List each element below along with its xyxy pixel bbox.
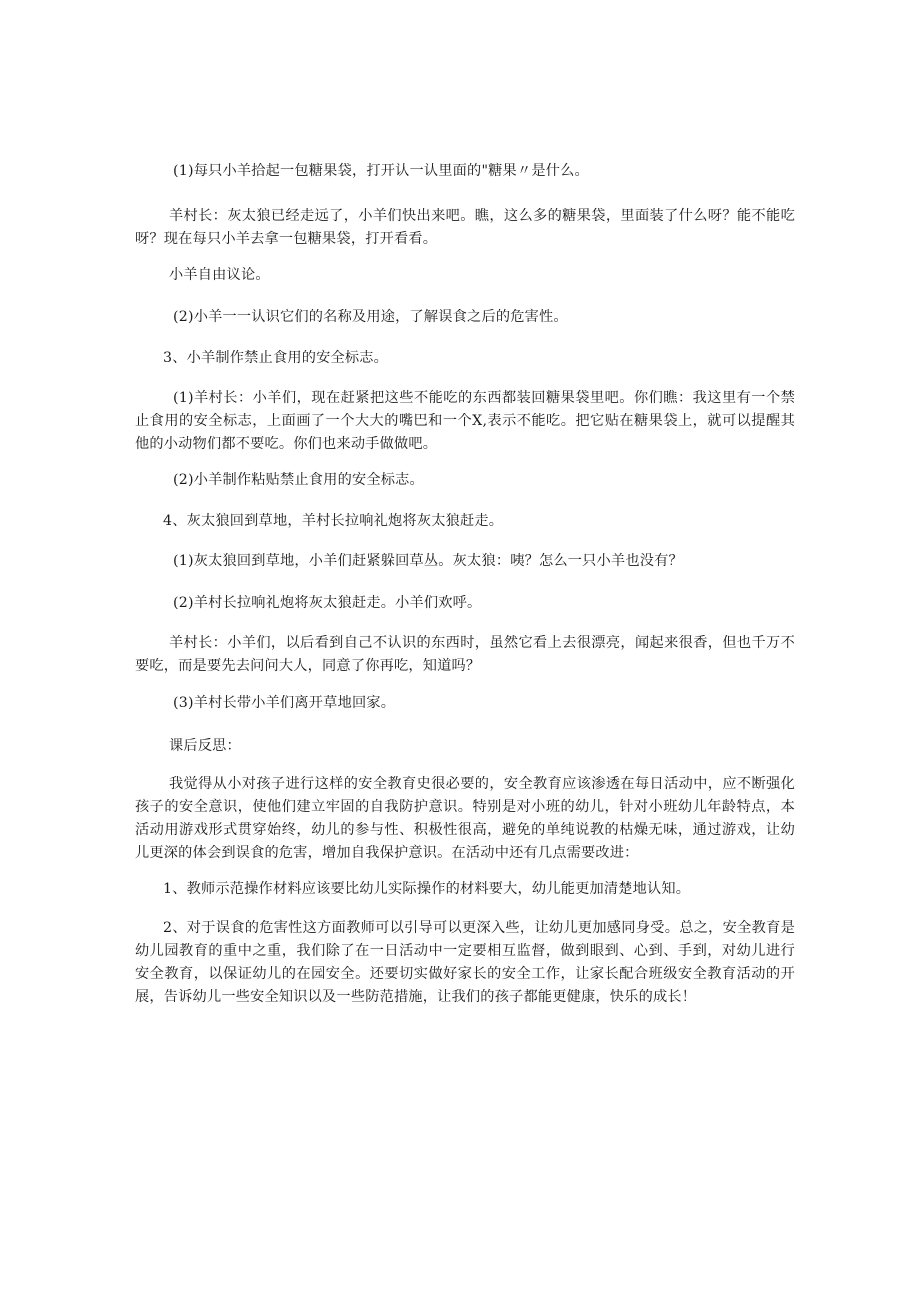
paragraph: (2)小羊一一认识它们的名称及用途，了解误食之后的危害性。 bbox=[173, 309, 568, 325]
list-item: 1、教师示范操作材料应该要比幼儿实际操作的材料要大，幼儿能更加清楚地认知。 bbox=[163, 881, 691, 897]
paragraph: (1)每只小羊拾起一包糖果袋，打开认一认里面的"糖果〃是什么。 bbox=[173, 163, 589, 179]
paragraph: (2)羊村长拉响礼炮将灰太狼赶走。小羊们欢呼。 bbox=[173, 595, 482, 611]
section-heading: 3、小羊制作禁止食用的安全标志。 bbox=[163, 350, 389, 366]
paragraph: (1)羊村长：小羊们，现在赶紧把这些不能吃的东西都装回糖果袋里吧。你们瞧：我这里有一个禁止食用的安全标志，上面画了一个大大的嘴巴和一个X,表示不能吃。把它贴在糖果袋上，就可以提醒其他的小动物们都不要吃。你们也来动手做做吧。 bbox=[135, 390, 795, 452]
paragraph: 我觉得从小对孩子进行这样的安全教育史很必要的，安全教育应该渗透在每日活动中，应不断强化孩子的安全意识，使他们建立牢固的自我防护意识。特别是对小班的幼儿，针对小班幼儿年龄特点，本活动用游戏形式贯穿始终，幼儿的参与性、积极性很高，避免的单纯说教的枯燥无味，通过游戏，让幼儿更深的体会到误食的危害，增加自我保护意识。在活动中还有几点需要改进： bbox=[135, 776, 795, 861]
paragraph: 羊村长：小羊们，以后看到自己不认识的东西时，虽然它看上去很漂亮，闻起来很香，但也千万不要吃，而是要先去问问大人，同意了你再吃，知道吗？ bbox=[135, 635, 795, 674]
section-heading: 4、灰太狼回到草地，羊村长拉响礼炮将灰太狼赶走。 bbox=[163, 513, 504, 529]
list-item: 2、对于误食的危害性这方面教师可以引导可以更深入些，让幼儿更加感同身受。总之，安全教育是幼儿园教育的重中之重，我们除了在一日活动中一定要相互监督，做到眼到、心到、手到，对幼儿进行安全教育，以保证幼儿的在园安全。还要切实做好家长的安全工作，让家长配合班级安全教育活动的开展，告诉幼儿一些安全知识以及一些防范措施，让我们的孩子都能更健康，快乐的成长！ bbox=[135, 920, 795, 1005]
paragraph: (2)小羊制作粘贴禁止食用的安全标志。 bbox=[173, 472, 424, 488]
paragraph: (3)羊村长带小羊们离开草地回家。 bbox=[173, 695, 396, 711]
paragraph: 羊村长：灰太狼已经走远了，小羊们快出来吧。瞧，这么多的糖果袋，里面装了什么呀？能不能吃呀？现在每只小羊去拿一包糖果袋，打开看看。 bbox=[135, 208, 795, 247]
paragraph: 小羊自由议论。 bbox=[169, 267, 270, 283]
paragraph: (1)灰太狼回到草地，小羊们赶紧躲回草丛。灰太狼：咦？怎么一只小羊也没有？ bbox=[173, 553, 683, 569]
section-heading: 课后反思： bbox=[169, 738, 241, 754]
